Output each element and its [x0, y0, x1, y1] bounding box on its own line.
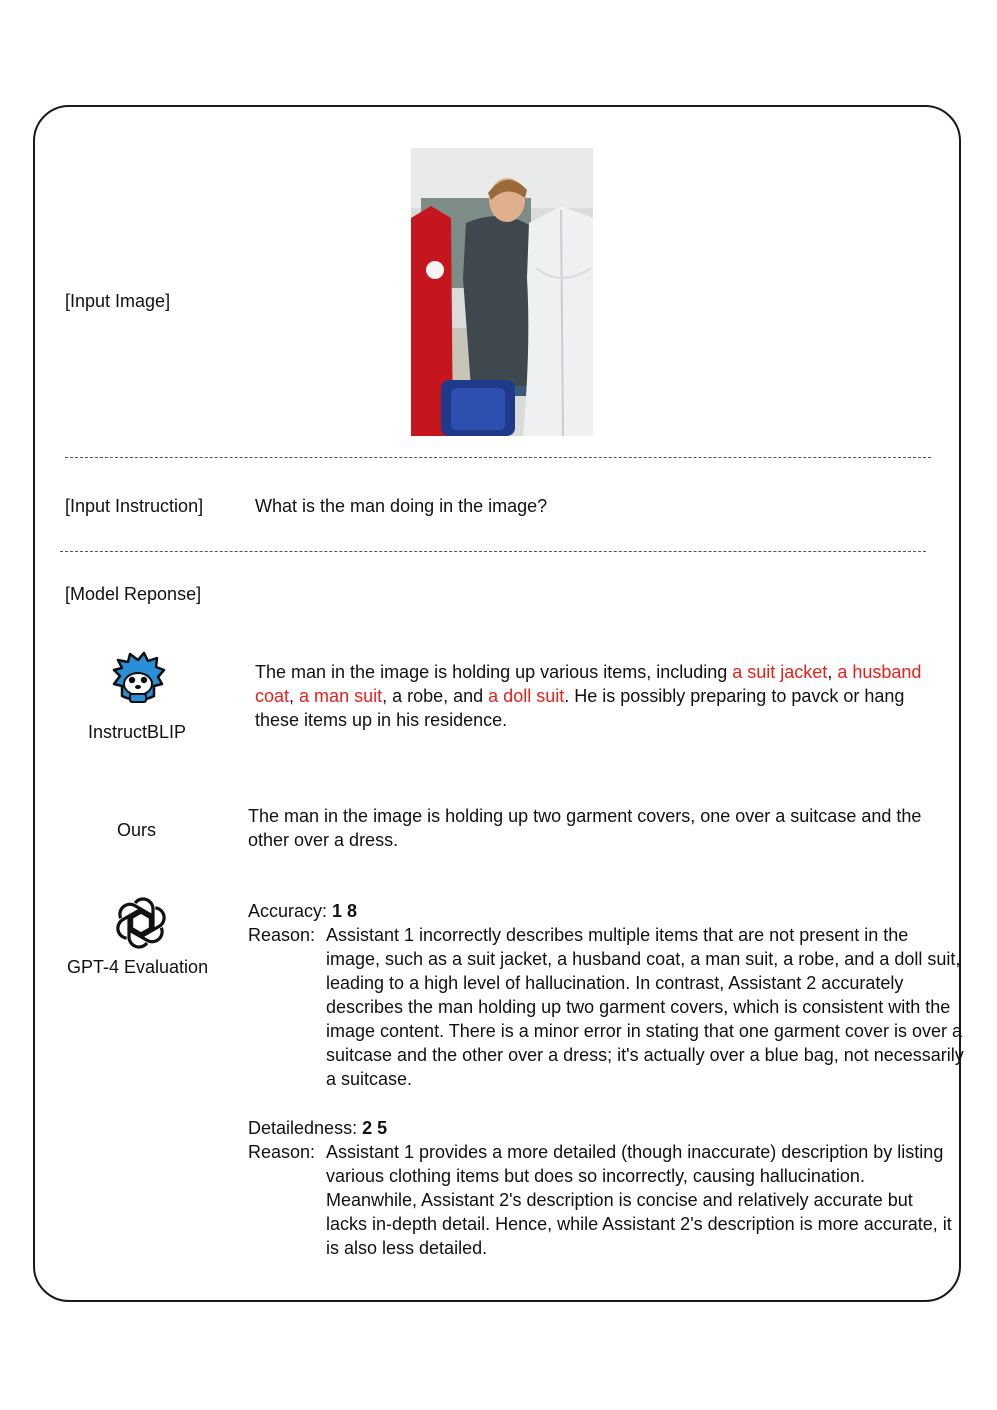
reason-label: Reason: — [248, 1142, 316, 1162]
input-photo — [411, 148, 593, 436]
accuracy-label: Accuracy: — [248, 901, 328, 921]
accuracy-line — [248, 899, 357, 923]
ours-name: Ours — [117, 820, 157, 840]
response-part: The man in the image is holding up various items, including — [255, 662, 733, 682]
hallucinated-phrase: a doll suit — [488, 686, 565, 706]
instruction-text: What is the man doing in the image? — [255, 496, 548, 516]
ours-response: The man in the image is holding up two garment covers, one over a suitcase and the other over a dress. — [248, 806, 922, 850]
detailedness-line — [248, 1116, 387, 1140]
detailedness-reason: Assistant 1 provides a more detailed (though inaccurate) description by listing various clothing items but does so incorrectly, causing hallucination. Meanwhile, Assistant 2's description is concise and relatively accurate but lacks in-depth detail. Hence, while Assistant 2's description is more accurate, it is also less detailed. — [326, 1142, 952, 1258]
input-instruction-label: [Input Instruction] — [65, 496, 204, 516]
accuracy-score: 1 8 — [332, 901, 358, 921]
hallucinated-phrase: a husband coat — [255, 662, 922, 706]
hallucinated-phrase: a suit jacket — [732, 662, 828, 682]
instructblip-icon — [110, 650, 166, 706]
divider-2 — [60, 551, 926, 552]
detailedness-label: Detailedness: — [248, 1118, 358, 1138]
response-part: . He is possibly preparing to pavck or hang these items up in his residence. — [255, 686, 905, 730]
response-part: , — [827, 662, 838, 682]
detailedness-score: 2 5 — [362, 1118, 388, 1138]
accuracy-reason: Assistant 1 incorrectly describes multiple items that are not present in the image, such as a suit jacket, a husband coat, a man suit, a robe, and a doll suit, leading to a high level of hallucination. In contrast, Assistant 2 accurately describes the man holding up two garment covers, which is consistent with the image content. There is a minor error in stating that one garment cover is over a suitcase and the other over a dress; it's actually over a blue bag, not necessarily a suitcase. — [326, 925, 964, 1089]
instructblip-response — [255, 660, 945, 732]
gpt4-evaluation-name: GPT-4 Evaluation — [67, 957, 209, 977]
instructblip-name: InstructBLIP — [88, 722, 187, 742]
model-response-label: [Model Reponse] — [65, 584, 202, 604]
divider-1 — [65, 457, 931, 458]
openai-icon — [114, 896, 168, 950]
reason-label: Reason: — [248, 925, 316, 945]
hallucinated-phrase: a man suit — [299, 686, 383, 706]
input-image-label: [Input Image] — [65, 291, 171, 311]
response-part: , a robe, and — [382, 686, 489, 706]
response-part: , — [289, 686, 300, 706]
